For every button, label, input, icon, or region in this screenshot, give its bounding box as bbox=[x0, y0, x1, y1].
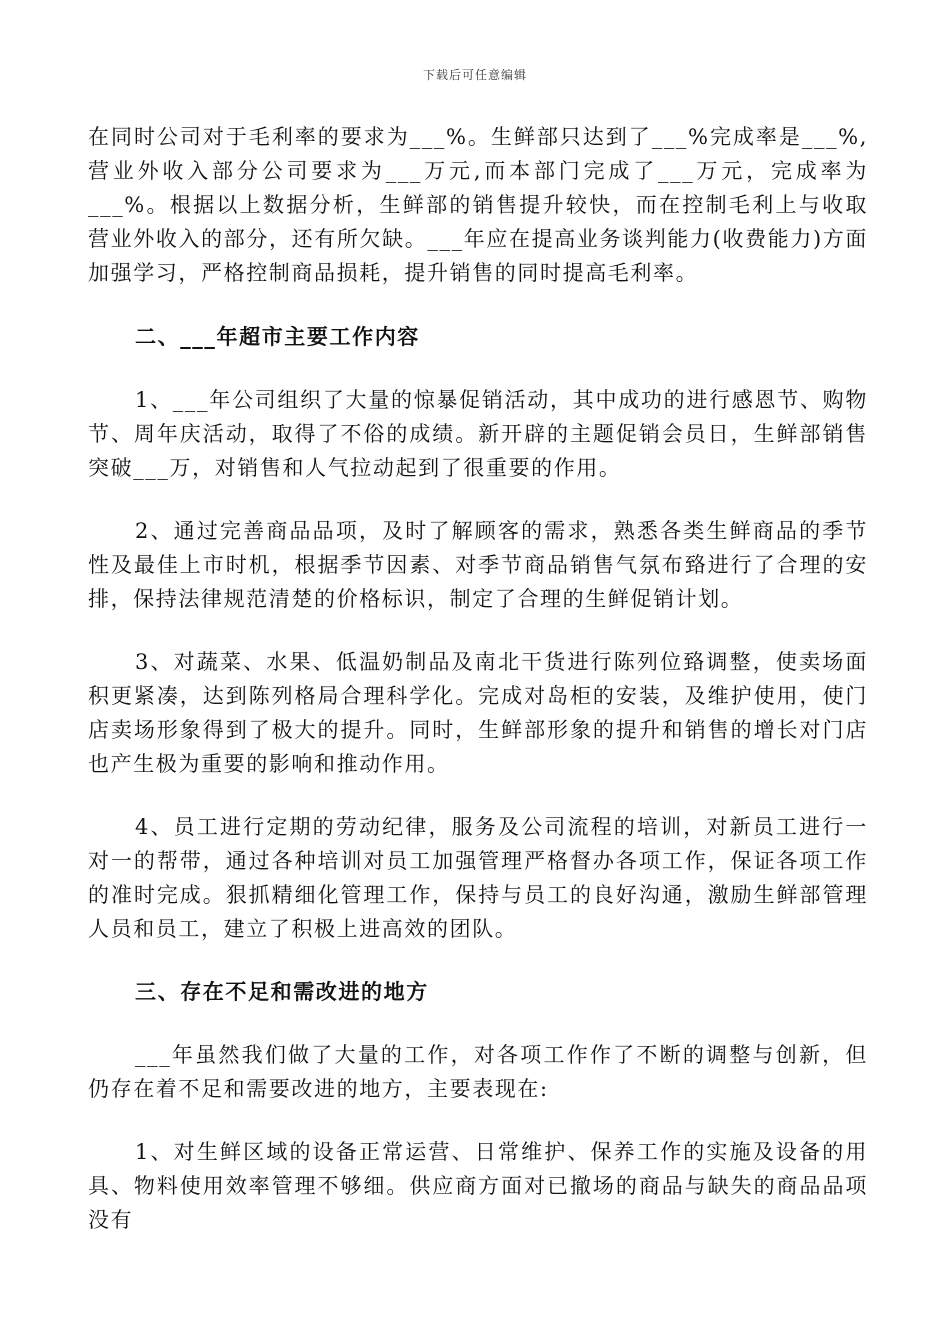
section-2-item-1: 1、___年公司组织了大量的惊暴促销活动，其中成功的进行感恩节、购物节、周年庆活动，取得了不俗的成绩。新开辟的主题促销会员日，生鲜部销售突破___万，对销售和人气拉动起到了很重要的作用。 bbox=[88, 388, 868, 480]
section-3-item-1: 1、对生鲜区域的设备正常运营、日常维护、保养工作的实施及设备的用具、物料使用效率管理不够细。供应商方面对已撤场的商品与缺失的商品品项没有 bbox=[88, 1140, 868, 1232]
section-heading-2: 二、___年超市主要工作内容 bbox=[135, 324, 420, 349]
section-2-item-2: 2、通过完善商品品项，及时了解顾客的需求，熟悉各类生鲜商品的季节性及最佳上市时机，根据季节因素、对季节商品销售气氛布臵进行了合理的安排，保持法律规范清楚的价格标识，制定了合理的生鲜促销计划。 bbox=[88, 519, 868, 611]
intro-paragraph: 在同时公司对于毛利率的要求为___%。生鲜部只达到了___%完成率是___%,营业外收入部分公司要求为___万元,而本部门完成了___万元，完成率为___%。根据以上数据分析，生鲜部的销售提升较快，而在控制毛利上与收取营业外收入的部分，还有所欠缺。___年应在提高业务谈判能力(收费能力)方面加强学习，严格控制商品损耗，提升销售的同时提高毛利率。 bbox=[88, 125, 868, 285]
section-2-item-4: 4、员工进行定期的劳动纪律，服务及公司流程的培训，对新员工进行一对一的帮带，通过各种培训对员工加强管理严格督办各项工作，保证各项工作的准时完成。狠抓精细化管理工作，保持与员工的良好沟通，激励生鲜部管理人员和员工，建立了积极上进高效的团队。 bbox=[88, 815, 868, 941]
document-body bbox=[88, 120, 868, 1266]
section-heading-3: 三、存在不足和需改进的地方 bbox=[135, 979, 429, 1004]
page-header: 下载后可任意编辑 bbox=[422, 68, 527, 82]
section-3-intro: ___年虽然我们做了大量的工作，对各项工作作了不断的调整与创新，但仍存在着不足和需要改进的地方，主要表现在: bbox=[88, 1043, 868, 1101]
section-2-item-3: 3、对蔬菜、水果、低温奶制品及南北干货进行陈列位臵调整，使卖场面积更紧凑，达到陈列格局合理科学化。完成对岛柜的安装，及维护使用，使门店卖场形象得到了极大的提升。同时，生鲜部形象的提升和销售的增长对门店也产生极为重要的影响和推动作用。 bbox=[88, 650, 868, 776]
